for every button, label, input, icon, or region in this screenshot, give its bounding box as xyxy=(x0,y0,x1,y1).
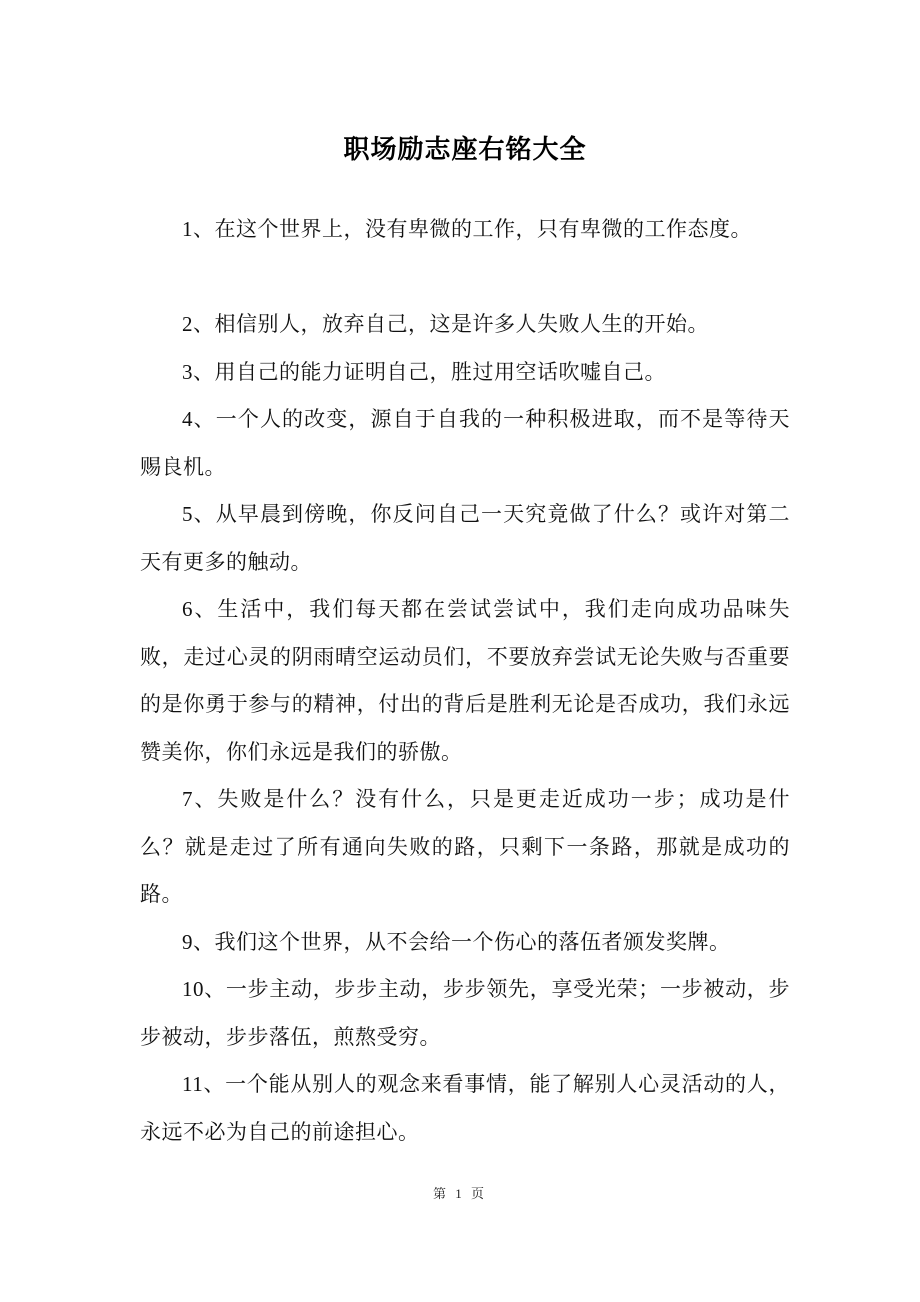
quote-item-6: 6、生活中，我们每天都在尝试尝试中，我们走向成功品味失败，走过心灵的阴雨晴空运动员们，不要放弃尝试无论失败与否重要的是你勇于参与的精神，付出的背后是胜利无论是否成功，我们永远赞美你，你们永远是我们的骄傲。 xyxy=(140,597,790,764)
quote-item-5: 5、从早晨到傍晚，你反问自己一天究竟做了什么？或许对第二天有更多的触动。 xyxy=(140,502,790,574)
quote-item-10: 10、一步主动，步步主动，步步领先，享受光荣；一步被动，步步被动，步步落伍，煎熬受穷。 xyxy=(140,977,790,1049)
page-title: 职场励志座右铭大全 xyxy=(343,134,587,164)
quote-item-4: 4、一个人的改变，源自于自我的一种积极进取，而不是等待天赐良机。 xyxy=(140,407,790,479)
quote-item-2: 2、相信别人，放弃自己，这是许多人失败人生的开始。 xyxy=(182,312,709,336)
quote-item-9: 9、我们这个世界，从不会给一个伤心的落伍者颁发奖牌。 xyxy=(182,929,731,954)
quote-item-7: 7、失败是什么？没有什么，只是更走近成功一步；成功是什么？就是走过了所有通向失败的路，只剩下一条路，那就是成功的路。 xyxy=(140,787,790,906)
quote-item-11: 11、一个能从别人的观念来看事情，能了解别人心灵活动的人，永远不必为自己的前途担心。 xyxy=(140,1072,790,1144)
quote-item-1: 1、在这个世界上，没有卑微的工作，只有卑微的工作态度。 xyxy=(182,217,752,241)
document-content xyxy=(140,130,790,1156)
quote-item-3: 3、用自己的能力证明自己，胜过用空话吹嘘自己。 xyxy=(182,359,666,384)
page-number: 第 1 页 xyxy=(432,1186,487,1201)
